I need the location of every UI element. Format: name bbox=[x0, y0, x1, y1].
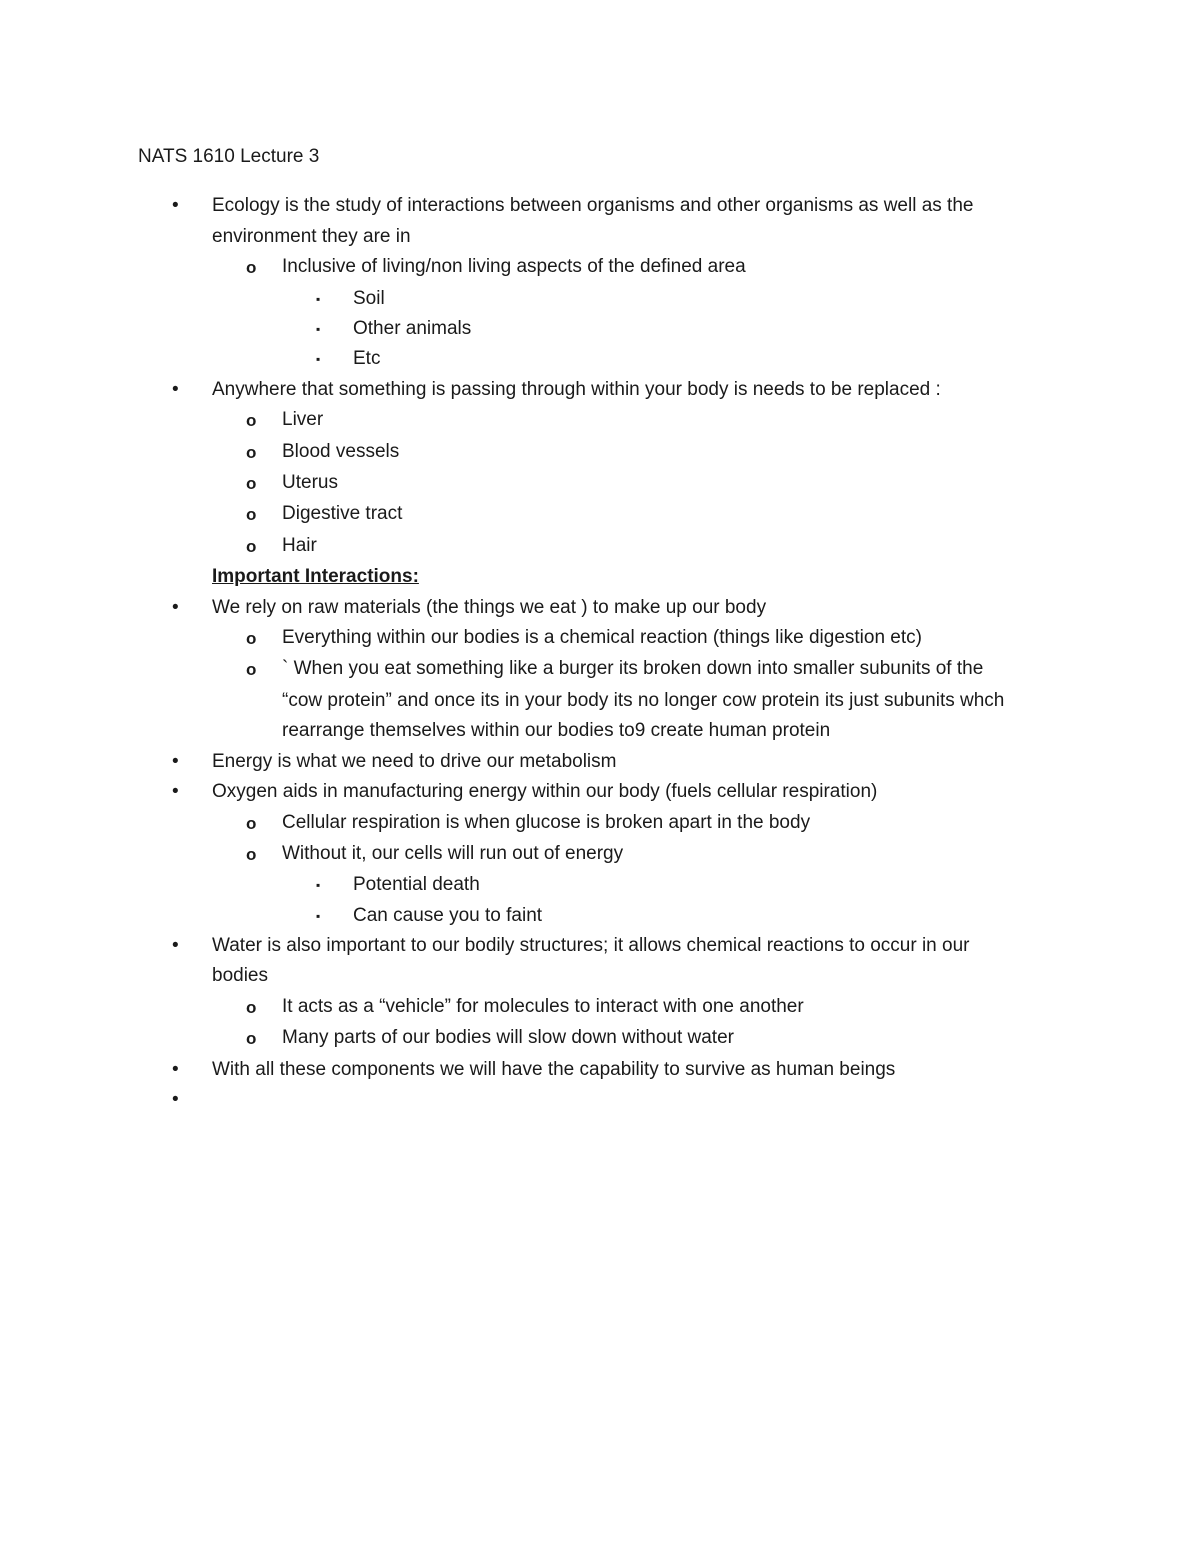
section-heading: Important Interactions: bbox=[212, 566, 419, 587]
bullet-marker: • bbox=[172, 751, 179, 772]
bullet-text: Water is also important to our bodily structures; it allows chemical reactions to occur in our bbox=[212, 935, 970, 956]
sub-sub-bullet-text: Can cause you to faint bbox=[353, 905, 543, 926]
square-bullet-marker: ▪ bbox=[316, 322, 321, 336]
bullet-text: With all these components we will have the capability to survive as human beings bbox=[212, 1059, 896, 1080]
sub-bullet-marker: o bbox=[246, 537, 257, 556]
sub-bullet-text: Cellular respiration is when glucose is broken apart in the body bbox=[282, 812, 811, 833]
bullet-text: Ecology is the study of interactions between organisms and other organisms as well as the bbox=[212, 195, 974, 216]
square-bullet-marker: ▪ bbox=[316, 909, 321, 923]
sub-bullet-text: Liver bbox=[282, 409, 324, 430]
sub-sub-bullet-text: Etc bbox=[353, 348, 381, 369]
empty-bullet-marker: • bbox=[172, 1089, 179, 1110]
sub-bullet-marker: o bbox=[246, 474, 257, 493]
bullet-marker: • bbox=[172, 195, 179, 216]
sub-sub-bullet-text: Other animals bbox=[353, 318, 472, 339]
sub-bullet-marker: o bbox=[246, 660, 257, 679]
sub-bullet-text: Inclusive of living/non living aspects of the defined area bbox=[282, 256, 746, 277]
bullet-marker: • bbox=[172, 935, 179, 956]
sub-bullet-marker: o bbox=[246, 845, 257, 864]
sub-bullet-marker: o bbox=[246, 629, 257, 648]
sub-bullet-marker: o bbox=[246, 258, 257, 277]
sub-bullet-marker: o bbox=[246, 505, 257, 524]
sub-bullet-text: Without it, our cells will run out of energy bbox=[282, 843, 624, 864]
bullet-marker: • bbox=[172, 597, 179, 618]
square-bullet-marker: ▪ bbox=[316, 878, 321, 892]
sub-bullet-text-continued: rearrange themselves within our bodies to9 create human protein bbox=[282, 720, 831, 741]
square-bullet-marker: ▪ bbox=[316, 352, 321, 366]
sub-sub-bullet-text: Potential death bbox=[353, 874, 480, 895]
sub-bullet-marker: o bbox=[246, 411, 257, 430]
bullet-marker: • bbox=[172, 781, 179, 802]
sub-bullet-marker: o bbox=[246, 1029, 257, 1048]
sub-bullet-text: Digestive tract bbox=[282, 503, 403, 524]
sub-bullet-text: Many parts of our bodies will slow down without water bbox=[282, 1027, 734, 1048]
sub-bullet-text-continued: “cow protein” and once its in your body its no longer cow protein its just subunits whch bbox=[282, 690, 1005, 711]
sub-bullet-marker: o bbox=[246, 998, 257, 1017]
page-title: NATS 1610 Lecture 3 bbox=[138, 146, 320, 167]
sub-bullet-text: Blood vessels bbox=[282, 441, 400, 462]
sub-bullet-marker: o bbox=[246, 443, 257, 462]
bullet-text: Oxygen aids in manufacturing energy within our body (fuels cellular respiration) bbox=[212, 781, 878, 802]
bullet-text-continued: bodies bbox=[212, 965, 268, 986]
bullet-text: Anywhere that something is passing through within your body is needs to be replaced : bbox=[212, 379, 941, 400]
bullet-text: We rely on raw materials (the things we eat ) to make up our body bbox=[212, 597, 767, 618]
bullet-marker: • bbox=[172, 379, 179, 400]
sub-bullet-text: ` When you eat something like a burger its broken down into smaller subunits of the bbox=[282, 658, 984, 679]
sub-bullet-text: Hair bbox=[282, 535, 317, 556]
sub-bullet-text: It acts as a “vehicle” for molecules to interact with one another bbox=[282, 996, 804, 1017]
bullet-text-continued: environment they are in bbox=[212, 226, 411, 247]
sub-sub-bullet-text: Soil bbox=[353, 288, 385, 309]
sub-bullet-text: Everything within our bodies is a chemical reaction (things like digestion etc) bbox=[282, 627, 922, 648]
bullet-text: Energy is what we need to drive our metabolism bbox=[212, 751, 617, 772]
sub-bullet-text: Uterus bbox=[282, 472, 338, 493]
bullet-marker: • bbox=[172, 1059, 179, 1080]
sub-bullet-marker: o bbox=[246, 814, 257, 833]
square-bullet-marker: ▪ bbox=[316, 292, 321, 306]
